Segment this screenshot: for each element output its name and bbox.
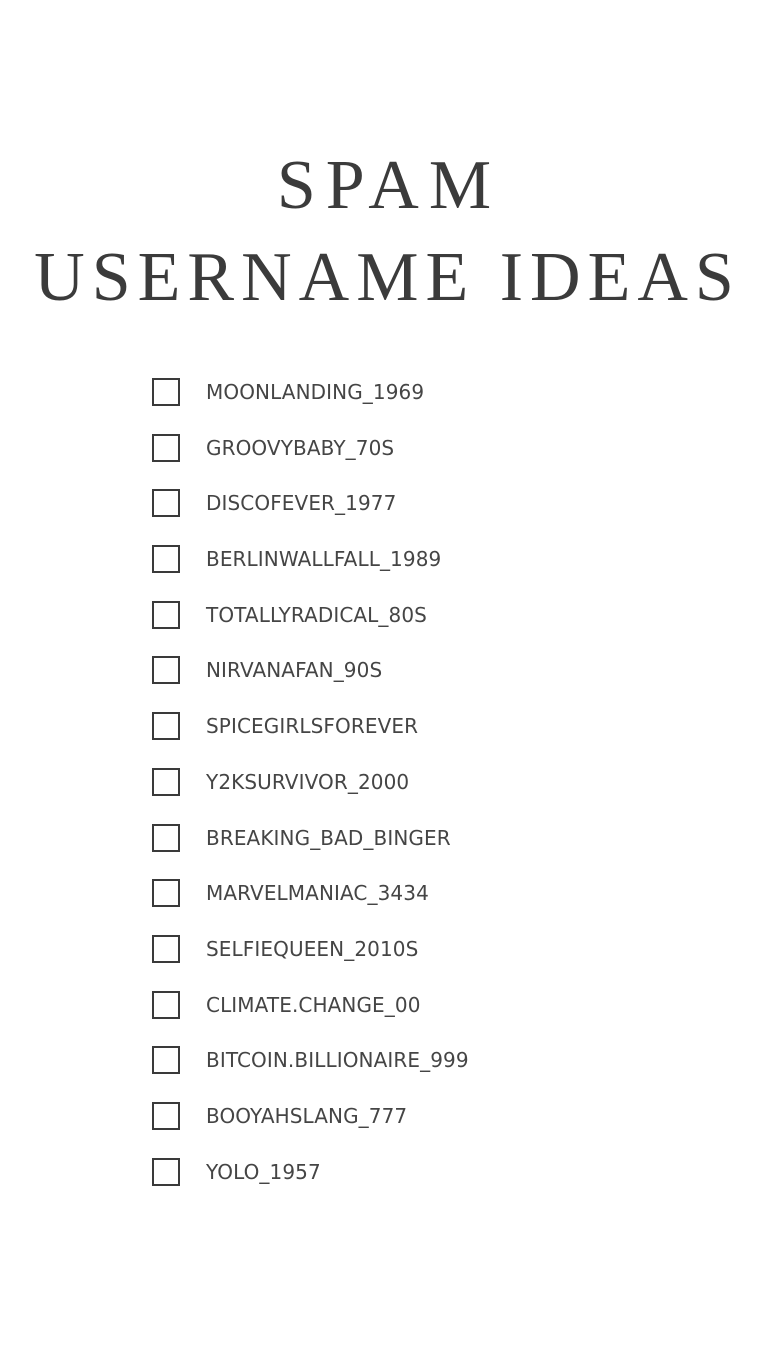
page-title-line-2: USERNAME IDEAS [34, 239, 741, 316]
checkbox[interactable] [152, 378, 180, 406]
checklist-item-label: BITCOIN.BILLIONAIRE_999 [206, 1048, 469, 1073]
checklist-item [152, 489, 469, 545]
checklist-item-label: TOTALLYRADICAL_80S [206, 602, 427, 627]
checklist-item-label: Y2KSURVIVOR_2000 [206, 769, 410, 794]
checklist-item [152, 879, 469, 935]
checkbox[interactable] [152, 879, 180, 907]
checklist-item [152, 712, 469, 768]
checklist-item [152, 1102, 469, 1158]
checkbox[interactable] [152, 712, 180, 740]
checkbox[interactable] [152, 434, 180, 462]
checklist-item-label: MOONLANDING_1969 [206, 380, 425, 404]
checkbox[interactable] [152, 991, 180, 1019]
checklist-item [152, 601, 469, 657]
checklist-item [152, 1046, 469, 1102]
checklist-item-label: MARVELMANIAC_3434 [206, 881, 429, 906]
checkbox[interactable] [152, 656, 180, 684]
checkbox[interactable] [152, 545, 180, 573]
checkbox[interactable] [152, 601, 180, 629]
checklist-item-label: SPICEGIRLSFOREVER [206, 714, 419, 739]
checkbox[interactable] [152, 935, 180, 963]
checklist-item [152, 824, 469, 880]
checkbox[interactable] [152, 768, 180, 796]
page-title-line-1: SPAM [276, 147, 502, 224]
checkbox[interactable] [152, 489, 180, 517]
checklist-item [152, 656, 469, 712]
checklist-item-label: YOLO_1957 [206, 1159, 321, 1184]
checkbox[interactable] [152, 1046, 180, 1074]
checklist-item [152, 434, 469, 490]
checklist-item-label: NIRVANAFAN_90S [206, 658, 383, 683]
checklist-item [152, 378, 469, 434]
checklist-item-label: BOOYAHSLANG_777 [206, 1103, 408, 1128]
checklist-item-label: BERLINWALLFALL_1989 [206, 547, 442, 572]
checklist-item-label: DISCOFEVER_1977 [206, 491, 397, 516]
checklist-item [152, 768, 469, 824]
checklist-item-label: CLIMATE.CHANGE_00 [206, 992, 421, 1017]
checkbox[interactable] [152, 1102, 180, 1130]
checklist-item [152, 935, 469, 991]
username-checklist [152, 378, 469, 1213]
checklist-item-label: GROOVYBABY_70S [206, 435, 395, 460]
checkbox[interactable] [152, 824, 180, 852]
checklist-item [152, 991, 469, 1047]
checklist-item-label: SELFIEQUEEN_2010S [206, 936, 419, 961]
checklist-item [152, 545, 469, 601]
checklist-item [152, 1158, 469, 1214]
checkbox[interactable] [152, 1158, 180, 1186]
checklist-item-label: BREAKING_BAD_BINGER [206, 825, 451, 850]
